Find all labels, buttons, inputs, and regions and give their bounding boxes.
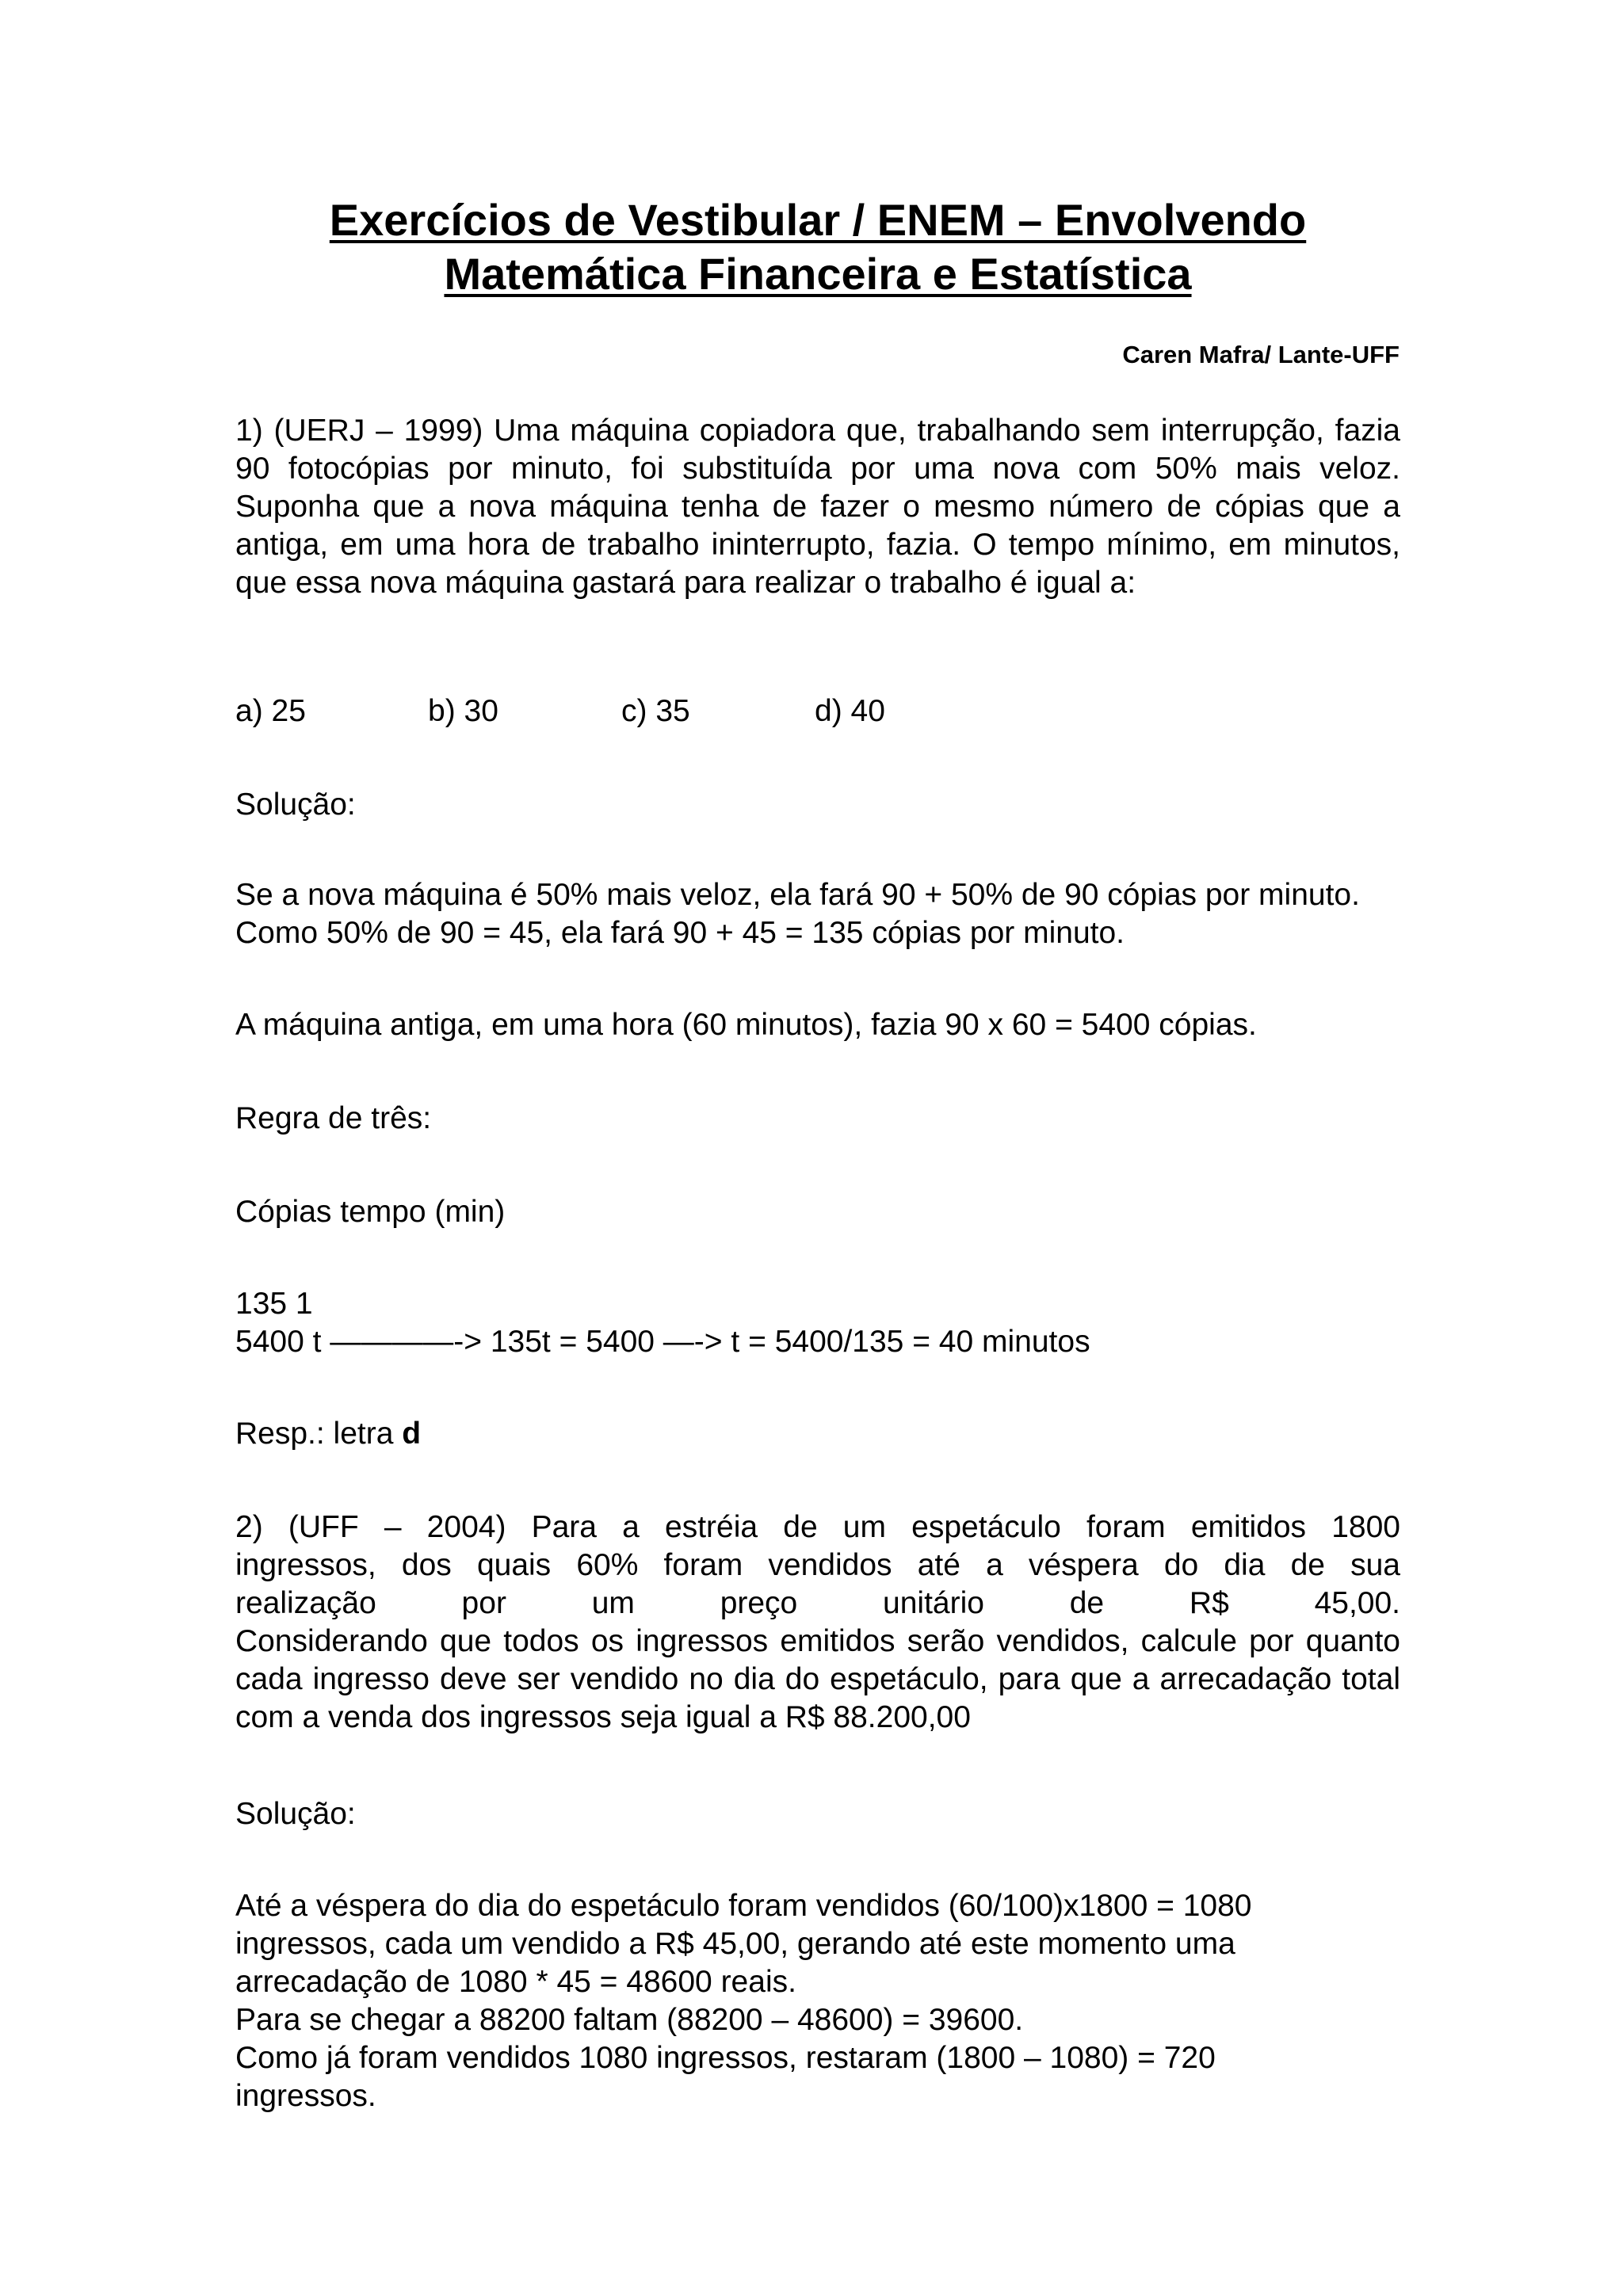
option-c: c) 35 [621,694,690,728]
question-1-rule-of-three-label: Regra de três: [235,1101,432,1135]
title-line-1: Exercícios de Vestibular / ENEM – Envolvendo [329,195,1307,245]
option-b: b) 30 [428,694,498,728]
option-a: a) 25 [235,694,306,728]
question-1-options [235,692,1400,730]
calculation-line-2: 5400 t ————-> 135t = 5400 —-> t = 5400/135 = 40 minutos [235,1325,1090,1359]
answer-letter: d [402,1417,422,1451]
q2-solution-line-6: ingressos. [235,2079,376,2113]
question-1-solution-paragraph-1: Se a nova máquina é 50% mais veloz, ela fará 90 + 50% de 90 cópias por minuto. Como 50% de 90 = 45, ela fará 90 + 45 = 135 cópias por minuto. [235,878,1360,950]
q2-solution-line-5: Como já foram vendidos 1080 ingressos, restaram (1800 – 1080) = 720 [235,2041,1216,2075]
question-2-solution-label: Solução: [235,1797,356,1831]
q2-statement-line-2: ingressos, dos quais 60% foram vendidos até a véspera do dia de sua [235,1548,1400,1582]
question-2-solution [235,1887,1400,2115]
question-1-calculation [235,1285,1400,1361]
answer-prefix: Resp.: letra [235,1417,403,1451]
question-1-solution-label: Solução: [235,788,356,822]
q2-solution-line-1: Até a véspera do dia do espetáculo foram vendidos (60/100)x1800 = 1080 [235,1889,1252,1923]
question-1-answer [235,1415,1400,1453]
question-1-statement: 1) (UERJ – 1999) Uma máquina copiadora que, trabalhando sem interrupção, fazia 90 fotocópias por minuto, foi substituída por uma nova com 50% mais veloz. Suponha que a nova máquina tenha de fazer o mesmo número de cópias que a antiga, em uma hora de trabalho ininterrupto, fazia. O tempo mínimo, em minutos, que essa nova máquina gastará para realizar o trabalho é igual a: [235,414,1400,600]
q2-statement-rest: Considerando que todos os ingressos emitidos serão vendidos, calcule por quanto cada ingresso deve ser vendido no dia do espetáculo, para que a arrecadação total com a venda dos ingressos seja igual a R$ 88.200,00 [235,1624,1400,1734]
document-title [235,193,1400,301]
question-2-statement [235,1508,1400,1737]
option-d: d) 40 [815,694,885,728]
q2-statement-line-1: 2) (UFF – 2004) Para a estréia de um espetáculo foram emitidos 1800 [235,1510,1400,1544]
q2-solution-line-2: ingressos, cada um vendido a R$ 45,00, gerando até este momento uma [235,1927,1235,1961]
author-credit: Caren Mafra/ Lante-UFF [1122,341,1400,368]
q2-statement-line-3: realização por um preço unitário de R$ 45,00. [235,1586,1400,1620]
question-1-solution-paragraph-2: A máquina antiga, em uma hora (60 minutos), fazia 90 x 60 = 5400 cópias. [235,1008,1257,1042]
title-line-2: Matemática Financeira e Estatística [444,249,1192,299]
calculation-line-1: 135 1 [235,1287,313,1321]
q2-solution-line-4: Para se chegar a 88200 faltam (88200 – 48600) = 39600. [235,2003,1024,2037]
q2-solution-line-3: arrecadação de 1080 * 45 = 48600 reais. [235,1965,796,1999]
question-1-table-header: Cópias tempo (min) [235,1195,506,1229]
